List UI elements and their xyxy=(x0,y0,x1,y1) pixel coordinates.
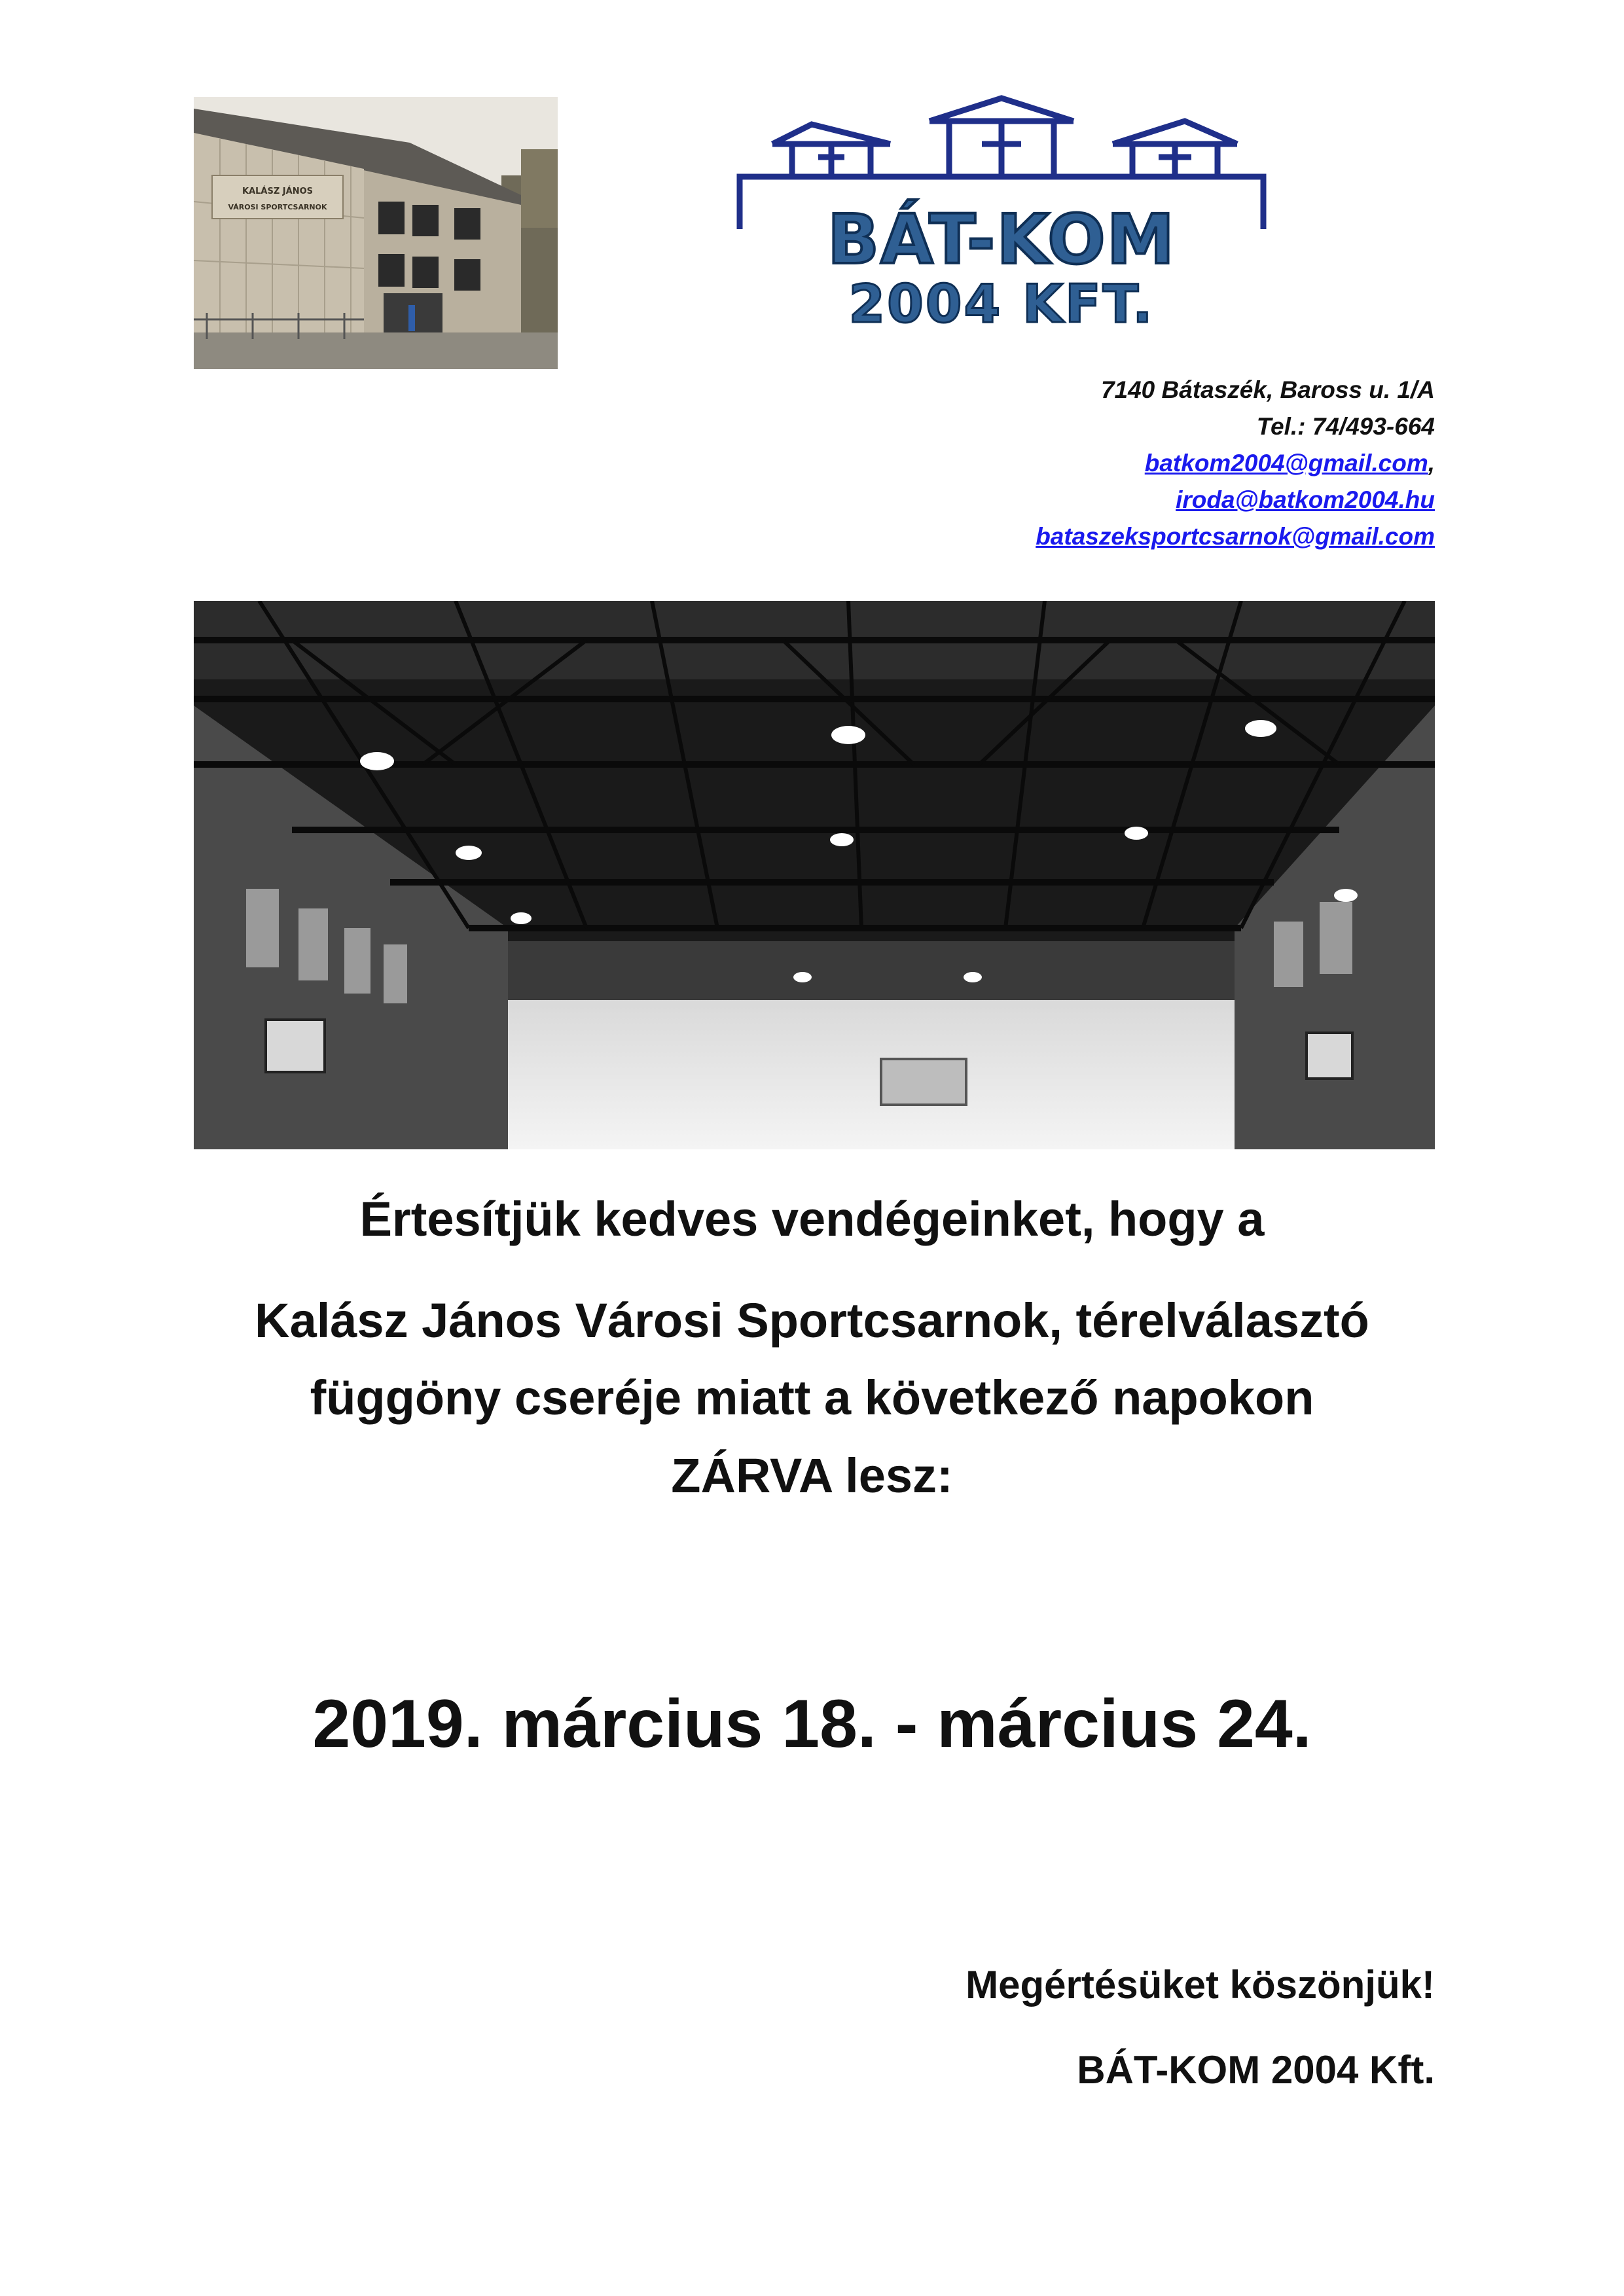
building-illustration xyxy=(194,97,558,369)
notice-line-4: ZÁRVA lesz: xyxy=(671,1448,953,1503)
building-sign-line1: KALÁSZ JÁNOS xyxy=(242,187,313,196)
notice-line-1: Értesítjük kedves vendégeinket, hogy a xyxy=(359,1192,1265,1246)
closing-signature: BÁT-KOM 2004 Kft. xyxy=(1077,2048,1435,2092)
closure-date-range: 2019. március 18. - március 24. xyxy=(312,1686,1312,1762)
closing-thanks: Megértésüket köszönjük! xyxy=(965,1963,1435,2007)
logo-name-line2: 2004 KFT. xyxy=(848,274,1155,334)
contact-block xyxy=(1036,372,1435,555)
gym-interior-photo xyxy=(194,601,1435,1149)
contact-phone: Tel.: 74/493-664 xyxy=(1256,413,1435,440)
building-sign-line2: VÁROSI SPORTCSARNOK xyxy=(228,203,327,211)
contact-address: 7140 Bátaszék, Baross u. 1/A xyxy=(1100,376,1435,403)
building-photo xyxy=(194,97,558,369)
email1-suffix: , xyxy=(1428,450,1435,476)
logo-graphic xyxy=(733,92,1270,334)
email-link-batkom2004[interactable]: batkom2004@gmail.com xyxy=(1144,450,1428,476)
company-logo xyxy=(733,92,1270,334)
notice-line-2: Kalász János Városi Sportcsarnok, térelválasztó xyxy=(255,1293,1369,1348)
gym-interior-illustration xyxy=(194,601,1435,1149)
email-link-iroda[interactable]: iroda@batkom2004.hu xyxy=(1176,486,1435,513)
contact-email1-line xyxy=(1036,445,1435,482)
notice-line-3: függöny cseréje miatt a következő napokon xyxy=(310,1371,1314,1425)
email-link-sportcsarnok[interactable]: bataszeksportcsarnok@gmail.com xyxy=(1036,523,1435,550)
logo-name-line1: BÁT-KOM xyxy=(827,200,1176,279)
